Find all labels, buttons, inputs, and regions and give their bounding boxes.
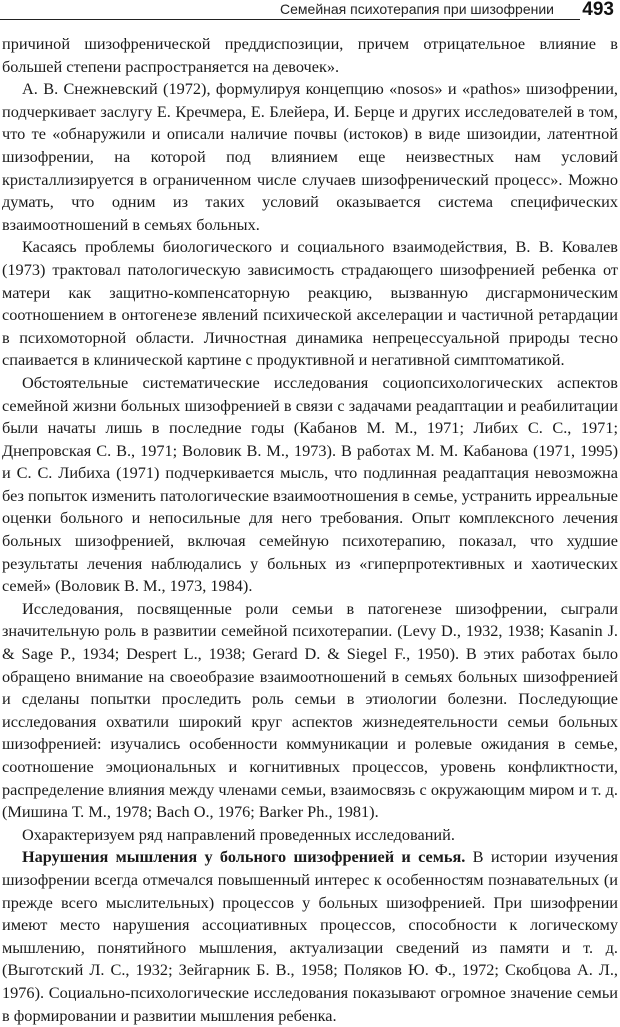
paragraph <box>2 846 618 1027</box>
running-title: Семейная психотерапия при шизофрении <box>280 1 554 17</box>
paragraph-body: В истории изучения шизофрении всегда отмечался повышенный интерес к особенностям познавательных (и прежде всего мыслительных) процессов у больных шизофренией. При шизофрении имеют место нарушения ассоциативных процессов, способности к логическому мышлению, понятийного мышления, актуализации сведений из памяти и т. д. (Выготский Л. С., 1932; Зейгарник Б. В., 1958; Поляков Ю. Ф., 1972; Скобцова А. Л., 1976). Социально-психологические исследования показывают огромное значение семьи в формировании и развитии мышления ребенка. <box>2 847 618 1025</box>
run-in-heading: Нарушения мышления у больного шизофренией и семья. <box>22 847 466 867</box>
paragraph: Охарактеризуем ряд направлений проведенных исследований. <box>22 824 455 844</box>
paragraph: Касаясь проблемы биологического и социального взаимодействия, В. В. Ковалев (1973) трактовал патологическую зависимость страдающего шизофренией ребенка от матери как защитно-компенсаторную реакцию, вызванную дисгармоническим соотношением в онтогенезе явлений психической акселерации и частичной ретардации в психомоторной области. Личностная динамика непрецессуальной природы тесно спаивается в клинической картине с продуктивной и негативной симптоматикой. <box>2 237 618 370</box>
paragraph: причиной шизофренической преддиспозиции, причем отрицательное влияние в большей степени распространяется на девочек». <box>2 34 618 76</box>
body-text <box>2 33 618 1027</box>
running-header <box>0 0 620 28</box>
header-rule <box>0 19 580 20</box>
paragraph: Исследования, посвященные роли семьи в патогенезе шизофрении, сыграли значительную роль в развитии семейной психотерапии. (Levy D., 1932, 1938; Kasanin J. & Sage P., 1934; Despert L., 1938; Gerard D. & Siegel F., 1950). В этих работах было обращено внимание на своеобразие взаимоотношений в семьях больных шизофренией и сделаны попытки проследить роль семьи в этиологии болезни. Последующие исследования охватили широкий круг аспектов жизнедеятельности семьи больных шизофренией: изучались особенности коммуникации и ролевые ожидания в семье, соотношение эмоциональных и когнитивных процессов, уровень конфликтности, распределение влияния между членами семьи, взаимосвязь с окружающим миром и т. д. (Мишина Т. М., 1978; Bach O., 1976; Barker Ph., 1981). <box>2 598 618 822</box>
paragraph: А. В. Снежневский (1972), формулируя концепцию «nosos» и «pathos» шизофрении, подчеркивает заслугу Е. Кречмера, Е. Блейера, И. Берце и других исследователей в том, что те «обнаружили и описали наличие почвы (истоков) в виде шизоидии, латентной шизофрении, на которой под влиянием еще неизвестных нам условий кристаллизируется в ограниченном числе случаев шизофренический процесс». Можно думать, что одним из таких условий оказывается система специфических взаимоотношений в семьях больных. <box>2 79 618 234</box>
page-number: 493 <box>582 0 614 20</box>
paragraph: Обстоятельные систематические исследования социопсихологических аспектов семейной жизни больных шизофренией в связи с задачами реадаптации и реабилитации были начаты лишь в последние годы (Кабанов М. М., 1971; Либих С. С., 1971; Днепровская С. В., 1971; Воловик В. М., 1973). В работах М. М. Кабанова (1971, 1995) и С. С. Либиха (1971) подчеркивается мысль, что подлинная реадаптация невозможна без попыток изменить патологические взаимоотношения в семье, устранить ирреальные оценки больного и непосильные для него требования. Опыт комплексного лечения больных шизофренией, включая семейную психотерапию, показал, что худшие результаты лечения наблюдались у больных из «гиперпротективных и хаотических семей» (Воловик В. М., 1973, 1984). <box>2 372 618 596</box>
